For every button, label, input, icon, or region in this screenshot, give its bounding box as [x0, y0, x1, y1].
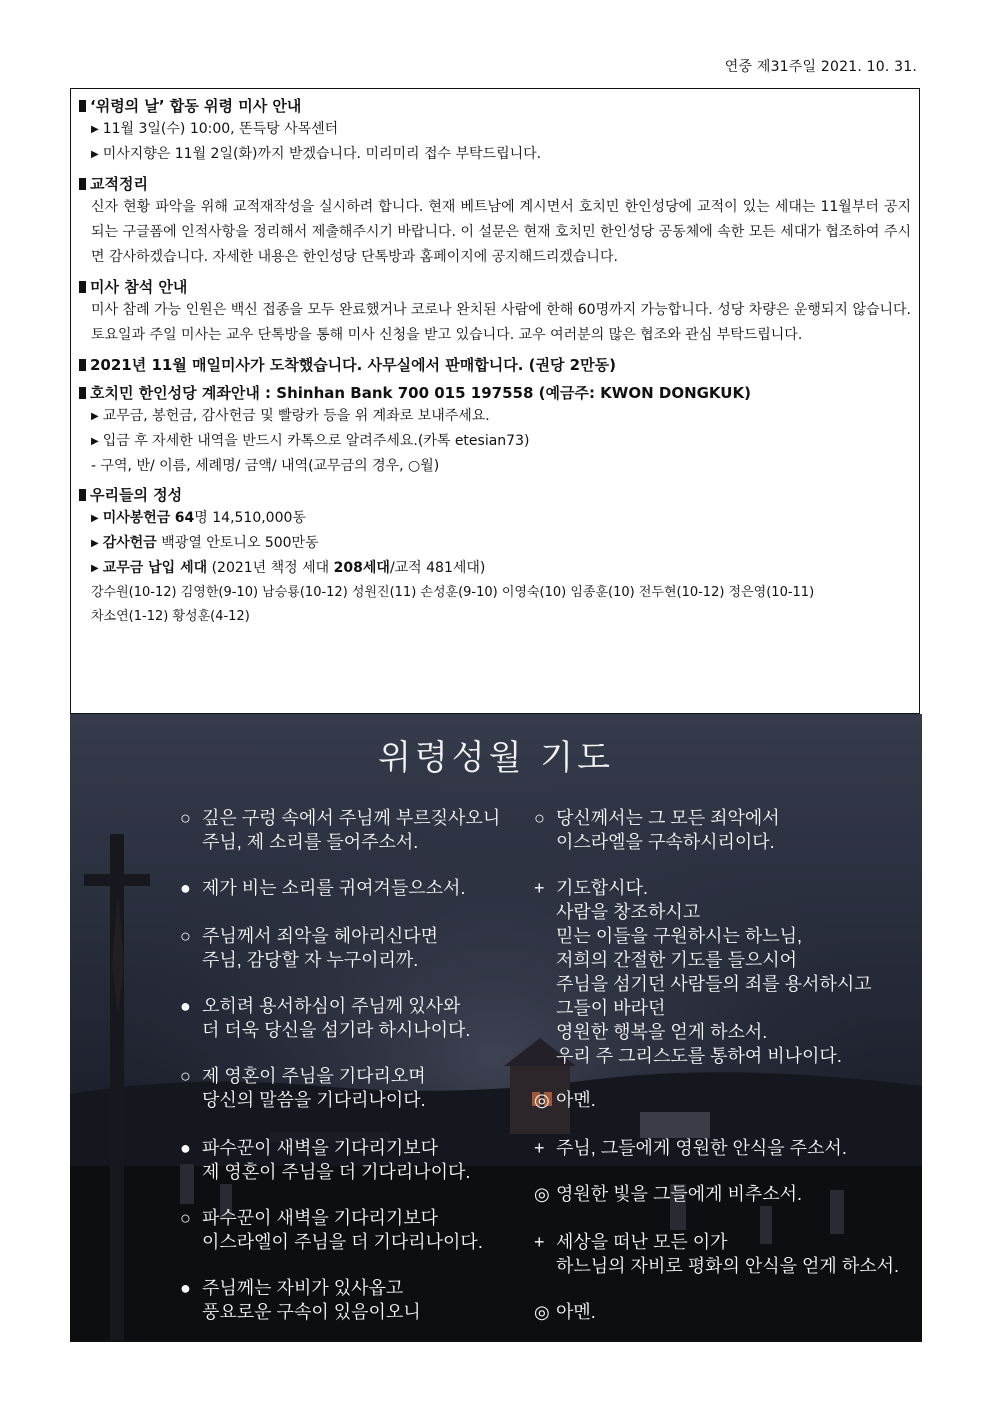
verse-mark: ◎	[534, 1184, 550, 1204]
verse-mark: +	[534, 878, 545, 898]
list-item: ▶ 입금 후 자세한 내역을 반드시 카톡으로 알려주세요.(카톡 etesian73)	[91, 433, 530, 449]
bottom-divider	[70, 1340, 922, 1342]
verse: + 기도합시다. 사람을 창조하시고 믿는 이들을 구원하시는 하느님, 저희의 간절한 기도를 들으시어 주님을 섬기던 사람들의 죄를 용서하시고 그들이 바라던 영원한 행복을 얻게 하소서. 우리 주 그리스도를 통하여 비나이다.	[534, 878, 872, 1066]
list-item: ▶ 11월 3일(수) 10:00, 똔득탕 사목센터	[91, 121, 339, 137]
verse: ◎ 아멘.	[534, 1302, 596, 1322]
section-registry	[79, 173, 911, 270]
verse: ● 오히려 용서하심이 주님께 있사와 더 더욱 당신을 섬기라 하시나이다.	[180, 996, 471, 1040]
section-offerings	[79, 484, 911, 629]
list-item: ▶ 미사지향은 11월 2일(화)까지 받겠습니다. 미리미리 접수 부탁드립니다.	[91, 146, 542, 162]
square-bullet-icon	[79, 178, 86, 190]
verse: ○ 파수꾼이 새벽을 기다리기보다 이스라엘이 주님을 더 기다리나이다.	[180, 1208, 483, 1252]
section-mass-attendance	[79, 276, 911, 348]
account-note: - 구역, 반/ 이름, 세례명/ 금액/ 내역(교무금의 경우, ○월)	[91, 458, 440, 474]
square-bullet-icon	[79, 489, 86, 501]
section-memorial-mass	[79, 95, 911, 167]
square-bullet-icon	[79, 100, 86, 112]
square-bullet-icon	[79, 387, 86, 399]
verse: ● 파수꾼이 새벽을 기다리기보다 제 영혼이 주님을 더 기다리나이다.	[180, 1138, 471, 1182]
triangle-bullet-icon: ▶	[91, 124, 99, 135]
prayer-title: 위령성월 기도	[378, 738, 614, 778]
section-text: 신자 현황 파악을 위해 교적재작성을 실시하려 합니다. 현재 베트남에 계시면서 호치민 한인성당에 교적이 있는 세대는 11월부터 공지되는 구글폼에 인적사항을 정리해서 제출해주시기 바랍니다. 이 설문은 현재 호치민 한인성당 공동체에 속한 모든 세대가 협조하여 주시면 감사하겠습니다. 자세한 내용은 한인성당 단톡방과 홈페이지에 공지해드리겠습니다.	[91, 199, 911, 265]
section-title: 미사 참석 안내	[90, 278, 188, 296]
verse: ○ 제 영혼이 주님을 기다리오며 당신의 말씀을 기다리나이다.	[180, 1066, 426, 1110]
section-title: 교적정리	[90, 175, 148, 193]
verse-mark: ○	[180, 1066, 191, 1086]
verse: ● 제가 비는 소리를 귀여겨들으소서.	[180, 878, 466, 898]
prayer-panel	[70, 714, 922, 1340]
list-item: ▶ 교무금, 봉헌금, 감사헌금 및 빨랑카 등을 위 계좌로 보내주세요.	[91, 408, 490, 424]
tithe-households: ▶ 교무금 납입 세대 (2021년 책정 세대 208세대/교적 481세대)	[91, 560, 486, 576]
section-title: ‘위령의 날’ 합동 위령 미사 안내	[90, 97, 302, 115]
section-account	[79, 382, 911, 478]
triangle-bullet-icon: ▶	[91, 411, 99, 422]
triangle-bullet-icon: ▶	[91, 436, 99, 447]
names-line: 차소연(1-12) 황성훈(4-12)	[91, 609, 250, 624]
verse-mark: ◎	[534, 1090, 550, 1110]
verse-mark: ○	[180, 808, 191, 828]
verse: + 주님, 그들에게 영원한 안식을 주소서.	[534, 1138, 847, 1158]
square-bullet-icon	[79, 281, 86, 293]
verse-mark: +	[534, 1138, 545, 1158]
verse: ● 주님께는 자비가 있사옵고 풍요로운 구속이 있음이오니	[180, 1278, 421, 1322]
section-title: 2021년 11월 매일미사가 도착했습니다. 사무실에서 판매합니다. (권당 2만동)	[90, 356, 616, 374]
verse: ○ 당신께서는 그 모든 죄악에서 이스라엘을 구속하시리이다.	[534, 808, 780, 852]
triangle-bullet-icon: ▶	[91, 149, 99, 160]
verse-mark: ●	[180, 1278, 191, 1298]
verse-mark: ●	[180, 996, 191, 1016]
mass-offering: ▶ 미사봉헌금 64명 14,510,000동	[91, 510, 306, 526]
verse-mark: ●	[180, 1138, 191, 1158]
verse-mark: ○	[180, 1208, 191, 1228]
verse: ◎ 영원한 빛을 그들에게 비추소서.	[534, 1184, 803, 1204]
verse: ○ 주님께서 죄악을 헤아리신다면 주님, 감당할 자 누구이리까.	[180, 926, 439, 970]
section-text: 미사 참례 가능 인원은 백신 접종을 모두 완료했거나 코로나 완치된 사람에 한해 60명까지 가능합니다. 성당 차량은 운행되지 않습니다. 토요일과 주일 미사는 교우 단톡방을 통해 미사 신청을 받고 있습니다. 교우 여러분의 많은 협조와 관심 부탁드립니다.	[91, 302, 911, 343]
notice-box	[70, 88, 920, 714]
triangle-bullet-icon: ▶	[91, 563, 99, 574]
triangle-bullet-icon: ▶	[91, 538, 99, 549]
names-line: 강수원(10-12) 김영한(9-10) 남승룡(10-12) 성원진(11) 손성훈(9-10) 이영숙(10) 임종훈(10) 전두현(10-12) 정은영(10-11)	[91, 585, 815, 600]
section-title: 호치민 한인성당 계좌안내 : Shinhan Bank 700 015 197558 (예금주: KWON DONGKUK)	[90, 384, 751, 402]
verse-mark: ◎	[534, 1302, 550, 1322]
verse-mark: +	[534, 1232, 545, 1252]
section-daily-missal	[79, 354, 911, 376]
square-bullet-icon	[79, 359, 86, 371]
verse-mark: ○	[180, 926, 191, 946]
verse-mark: ●	[180, 878, 191, 898]
section-title: 우리들의 정성	[90, 486, 183, 504]
bulletin-date: 연중 제31주일 2021. 10. 31.	[724, 59, 917, 75]
verse: ◎ 아멘.	[534, 1090, 596, 1110]
triangle-bullet-icon: ▶	[91, 513, 99, 524]
verse-mark: ○	[534, 808, 545, 828]
thanks-offering: ▶ 감사헌금 백광열 안토니오 500만동	[91, 535, 319, 551]
verse: ○ 깊은 구렁 속에서 주님께 부르짖사오니 주님, 제 소리를 들어주소서.	[180, 808, 501, 852]
verse: + 세상을 떠난 모든 이가 하느님의 자비로 평화의 안식을 얻게 하소서.	[534, 1232, 899, 1276]
